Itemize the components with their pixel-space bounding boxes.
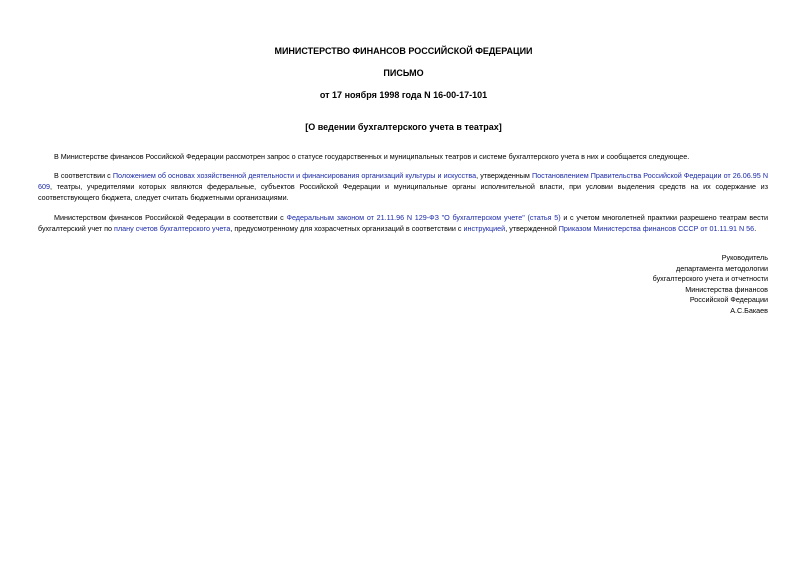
document-date-number: от 17 ноября 1998 года N 16-00-17-101 bbox=[319, 90, 488, 100]
signature-line: Российской Федерации bbox=[689, 295, 768, 305]
document-type: ПИСЬМО bbox=[383, 68, 424, 78]
signature-line: департамента методологии bbox=[676, 263, 768, 273]
signature-line: бухгалтерского учета и отчетности bbox=[652, 274, 768, 284]
ministry-heading: МИНИСТЕРСТВО ФИНАНСОВ РОССИЙСКОЙ ФЕДЕРАЦИИ bbox=[274, 46, 533, 56]
link-government-decree[interactable]: Постановлением Правительства Российской Федерации от 26.06.95 N 609 bbox=[38, 171, 769, 191]
paragraph-3-text: . bbox=[754, 224, 757, 233]
paragraph-3-text: и с учетом многолетней практики разрешено театрам вести бухгалтерский учет по bbox=[38, 213, 768, 233]
signature-line: Руководитель bbox=[721, 253, 768, 262]
link-federal-law[interactable]: Федеральным законом от 21.11.96 N 129-ФЗ "О бухгалтерском учете" bbox=[286, 213, 525, 222]
paragraph-1: В Министерстве финансов Российской Федерации рассмотрен запрос о статусе государственных и муниципальных театров и системе бухгалтерского учета в них и сообщается следующее. bbox=[54, 152, 690, 161]
paragraph-2 bbox=[38, 170, 768, 203]
link-chart-of-accounts[interactable]: плану счетов бухгалтерского учета bbox=[114, 224, 231, 233]
link-ministry-order[interactable]: Приказом Министерства финансов СССР от 01.11.91 N 56 bbox=[558, 224, 755, 233]
signatory-name: А.С.Бакаев bbox=[730, 305, 768, 315]
paragraph-3-text: , предусмотренному для хозрасчетных организаций в соответствии с bbox=[230, 224, 464, 233]
paragraph-2-text: , театры, учредителями которых являются федеральные, субъектов Российской Федерации и муниципальные органы исполнительной власти, при условии выделения средств на их содержание из соответствующего бюджета, следует считать бюджетными организациями. bbox=[38, 182, 768, 202]
signature-line: Министерства финансов bbox=[685, 284, 768, 294]
link-instruction[interactable]: инструкцией bbox=[463, 224, 506, 233]
link-article-5[interactable]: (статья 5) bbox=[527, 213, 561, 222]
signature-block bbox=[568, 253, 768, 317]
paragraph-3-text: , утвержденной bbox=[505, 224, 559, 233]
paragraph-3 bbox=[38, 212, 768, 234]
paragraph-2-text: , утвержденным bbox=[476, 171, 532, 180]
document-subject: [О ведении бухгалтерского учета в театрах] bbox=[305, 122, 502, 132]
paragraph-3-text: Министерством финансов Российской Федерации в соответствии с bbox=[54, 213, 287, 222]
paragraph-2-text: В соответствии с bbox=[54, 171, 113, 180]
link-regulation-culture[interactable]: Положением об основах хозяйственной деятельности и финансирования организаций культуры и искусства bbox=[112, 171, 477, 180]
